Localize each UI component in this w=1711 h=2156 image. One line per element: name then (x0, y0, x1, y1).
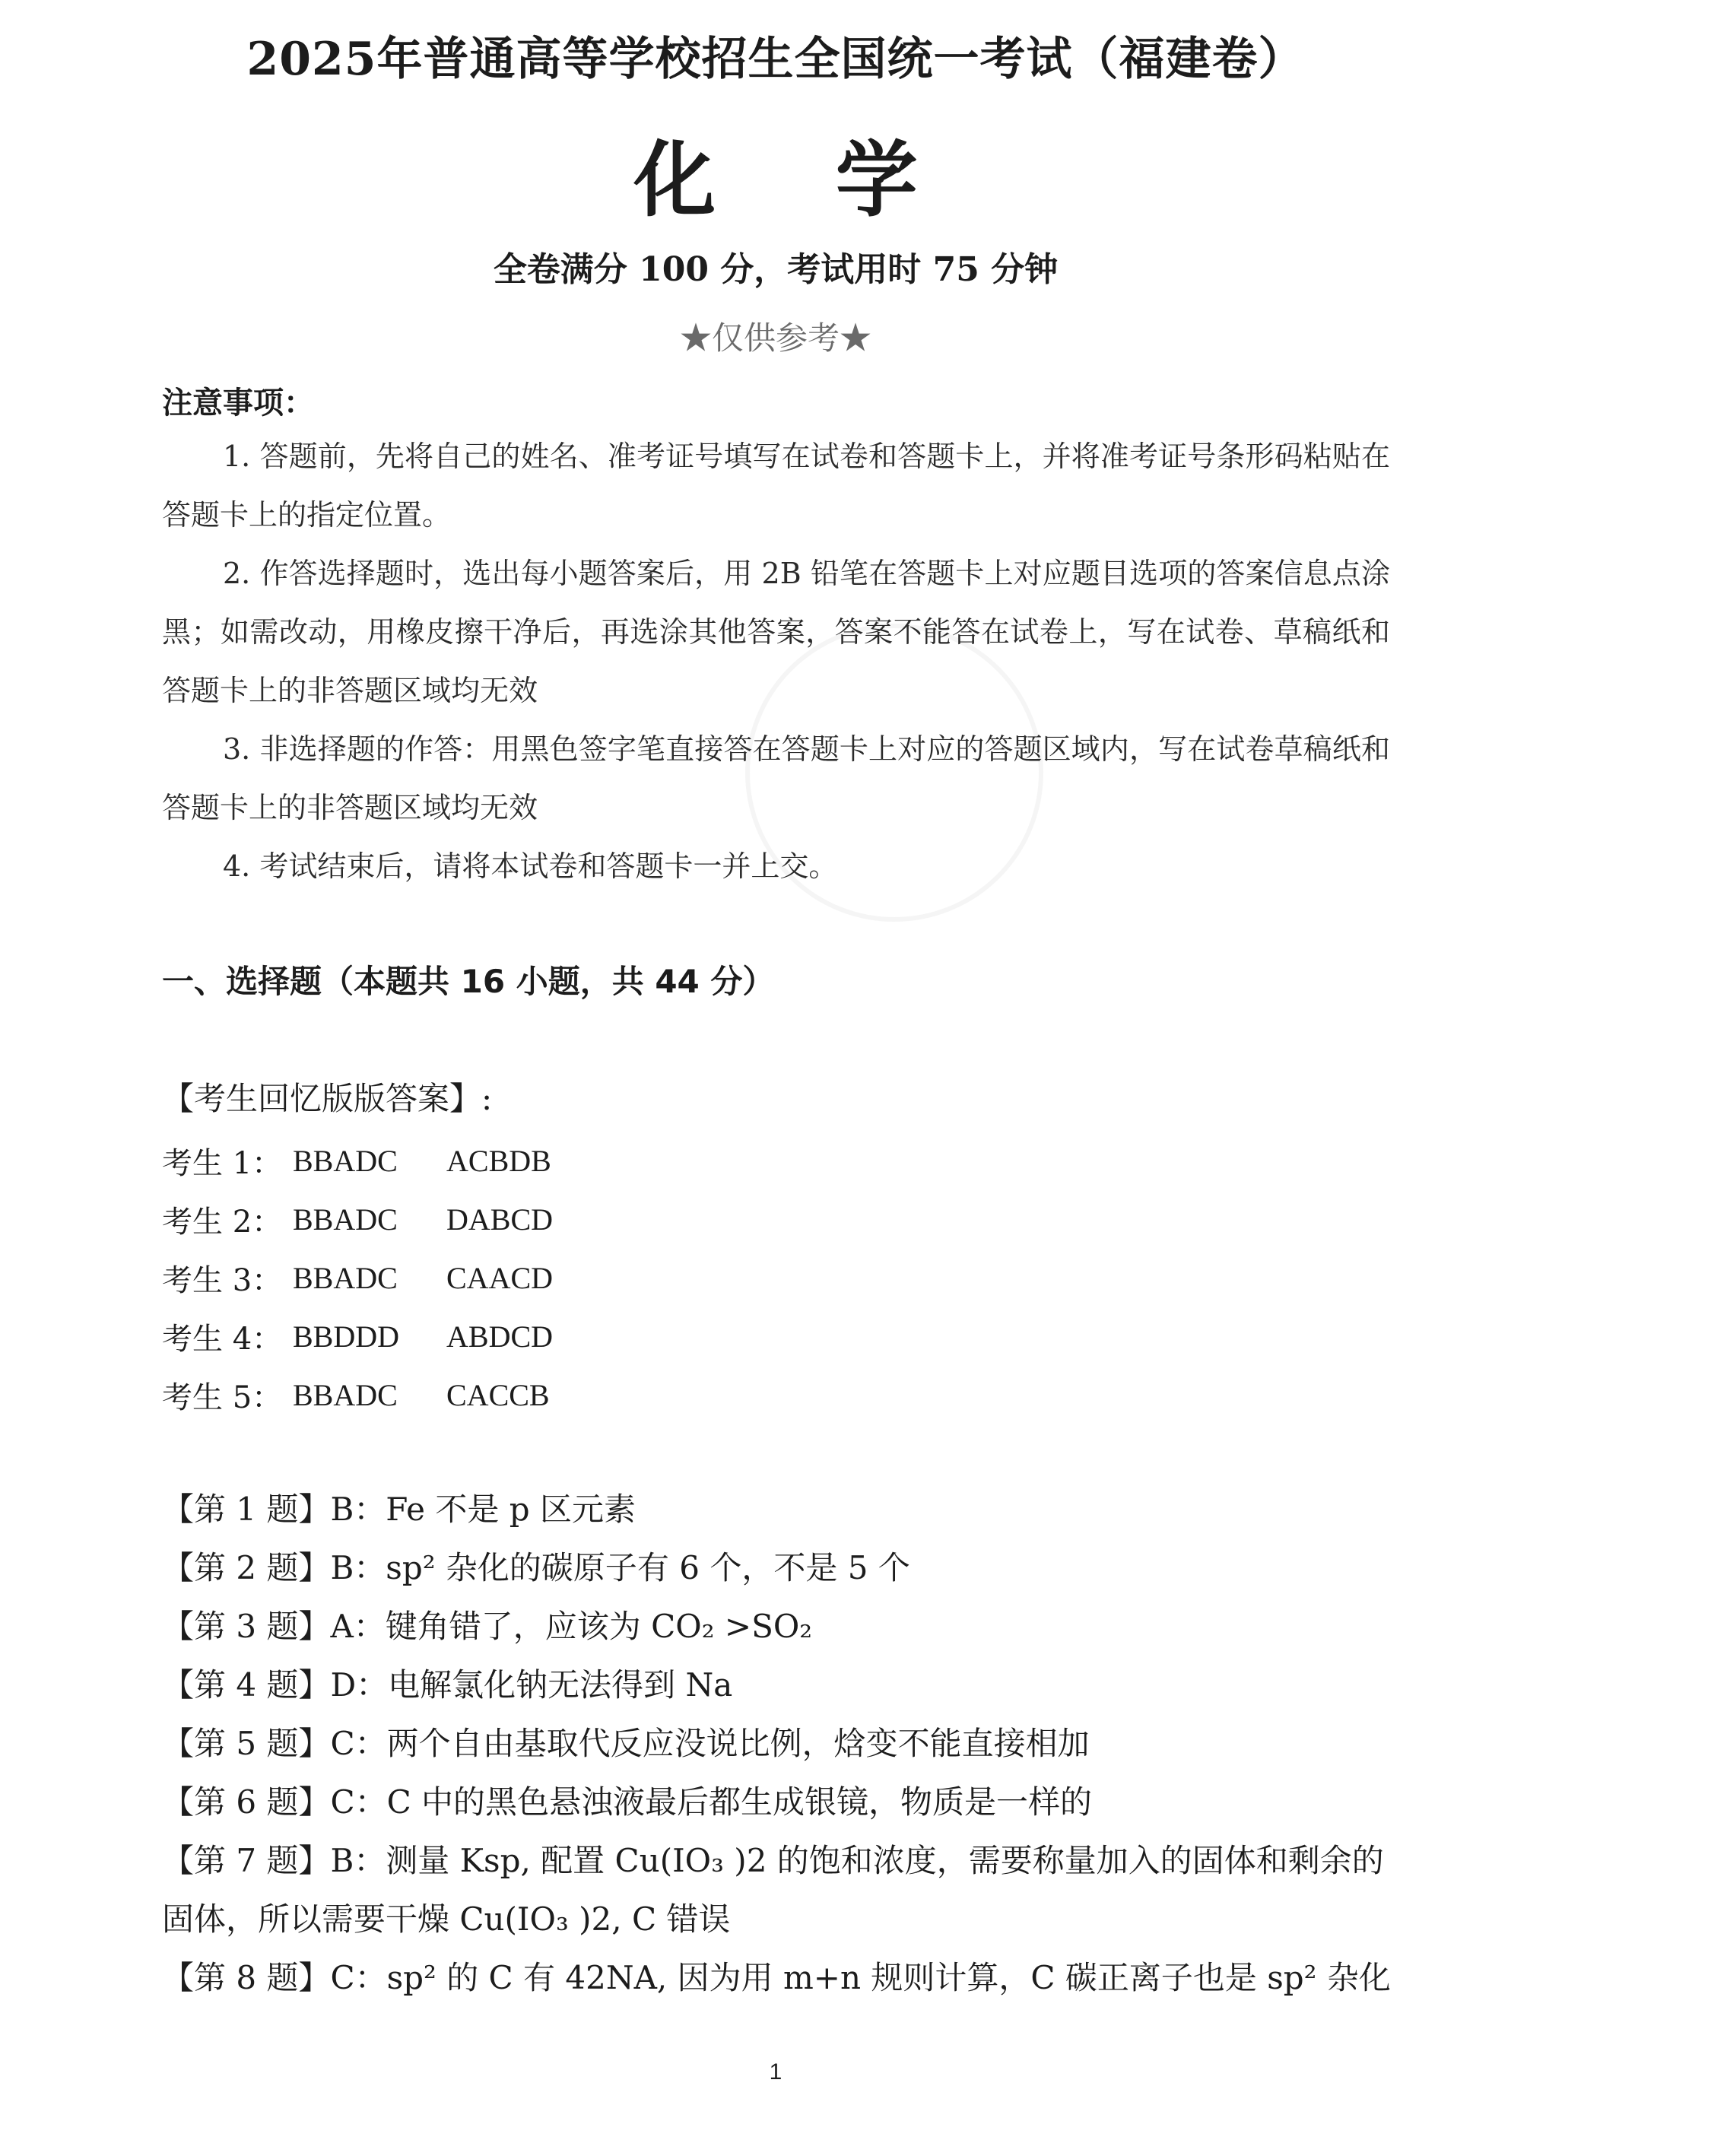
answer-item (162, 1714, 1409, 1773)
answers-1-5: BBADC (293, 1202, 398, 1237)
question-tag: 【第 2 题】 (162, 1549, 331, 1586)
question-tag: 【第 8 题】 (162, 1959, 331, 1996)
answers-6-10: DABCD (446, 1202, 554, 1237)
student-label: 考生 2： (162, 1205, 283, 1240)
answer-text: B：sp² 杂化的碳原子有 6 个，不是 5 个 (330, 1549, 910, 1586)
page-number: 1 (769, 2059, 782, 2085)
answer-text: B：Fe 不是 p 区元素 (330, 1491, 636, 1528)
question-tag: 【第 4 题】 (162, 1666, 331, 1704)
note-item: 3. 非选择题的作答：用黑色签字笔直接答在答题卡上对应的答题区域内，写在试卷草稿纸和答题卡上的非答题区域均无效 (162, 732, 1390, 824)
answer-item (162, 1538, 1409, 1597)
note-item: 4. 考试结束后，请将本试卷和答题卡一并上交。 (223, 849, 838, 883)
recall-row (162, 1190, 553, 1249)
answer-item (162, 1656, 1409, 1714)
answer-explanations (162, 1480, 1409, 2007)
answer-item (162, 1831, 1409, 1948)
question-tag: 【第 5 题】 (162, 1725, 331, 1762)
question-tag: 【第 6 题】 (162, 1783, 331, 1821)
answers-6-10: CACCB (446, 1378, 550, 1412)
answer-text: C：两个自由基取代反应没说比例，焓变不能直接相加 (330, 1725, 1090, 1762)
recall-table (162, 1132, 553, 1424)
answer-item (162, 1597, 1409, 1656)
note-item: 1. 答题前，先将自己的姓名、准考证号填写在试卷和答题卡上，并将准考证号条形码粘贴在答题卡上的指定位置。 (162, 440, 1390, 532)
question-tag: 【第 7 题】 (162, 1842, 331, 1879)
student-label: 考生 4： (162, 1322, 283, 1357)
note-item: 2. 作答选择题时，选出每小题答案后，用 2B 铅笔在答题卡上对应题目选项的答案信息点涂黑；如需改动，用橡皮擦干净后，再选涂其他答案，答案不能答在试卷上，写在试卷、草稿纸和答题卡上的非答题区域均无效 (162, 557, 1390, 707)
question-tag: 【第 3 题】 (162, 1608, 331, 1645)
recall-row (162, 1366, 553, 1424)
section-heading: 一、选择题（本题共 16 小题，共 44 分） (162, 963, 775, 1000)
notes-heading: 注意事项： (162, 385, 314, 421)
answers-1-5: BBADC (293, 1144, 398, 1178)
question-tag: 【第 1 题】 (162, 1491, 331, 1528)
exam-info: 全卷满分 100 分，考试用时 75 分钟 (493, 250, 1059, 289)
answers-6-10: ACBDB (446, 1144, 551, 1178)
recall-row (162, 1132, 553, 1190)
student-label: 考生 1： (162, 1146, 283, 1181)
student-label: 考生 5： (162, 1380, 283, 1415)
notes-list (162, 427, 1390, 896)
answer-text: D：电解氯化钠无法得到 Na (330, 1666, 733, 1704)
subject-title: 化 学 (633, 132, 963, 228)
answers-6-10: CAACD (446, 1261, 554, 1295)
answer-item (162, 1948, 1409, 2007)
reference-note: ★仅供参考★ (679, 319, 871, 357)
exam-title: 2025年普通高等学校招生全国统一考试（福建卷） (246, 33, 1305, 86)
recall-heading: 【考生回忆版版答案】: (162, 1080, 493, 1117)
answer-text: A：键角错了，应该为 CO₂ >SO₂ (330, 1608, 813, 1645)
recall-row (162, 1307, 553, 1366)
answer-text: C：C 中的黑色悬浊液最后都生成银镜，物质是一样的 (330, 1783, 1093, 1821)
answers-6-10: ABDCD (446, 1319, 554, 1354)
answer-item (162, 1480, 1409, 1538)
answers-1-5: BBADC (293, 1261, 398, 1295)
answers-1-5: BBDDD (293, 1319, 400, 1354)
answer-item (162, 1773, 1409, 1831)
student-label: 考生 3： (162, 1263, 283, 1298)
answers-1-5: BBADC (293, 1378, 398, 1412)
recall-row (162, 1249, 553, 1307)
answer-text: C：sp² 的 C 有 42NA, 因为用 m+n 规则计算，C 碳正离子也是 sp² 杂化 (330, 1959, 1391, 1996)
answer-text: B：测量 Ksp, 配置 Cu(IO₃ )2 的饱和浓度，需要称量加入的固体和剩余的固体，所以需要干燥 Cu(IO₃ )2, C 错误 (162, 1842, 1384, 1938)
